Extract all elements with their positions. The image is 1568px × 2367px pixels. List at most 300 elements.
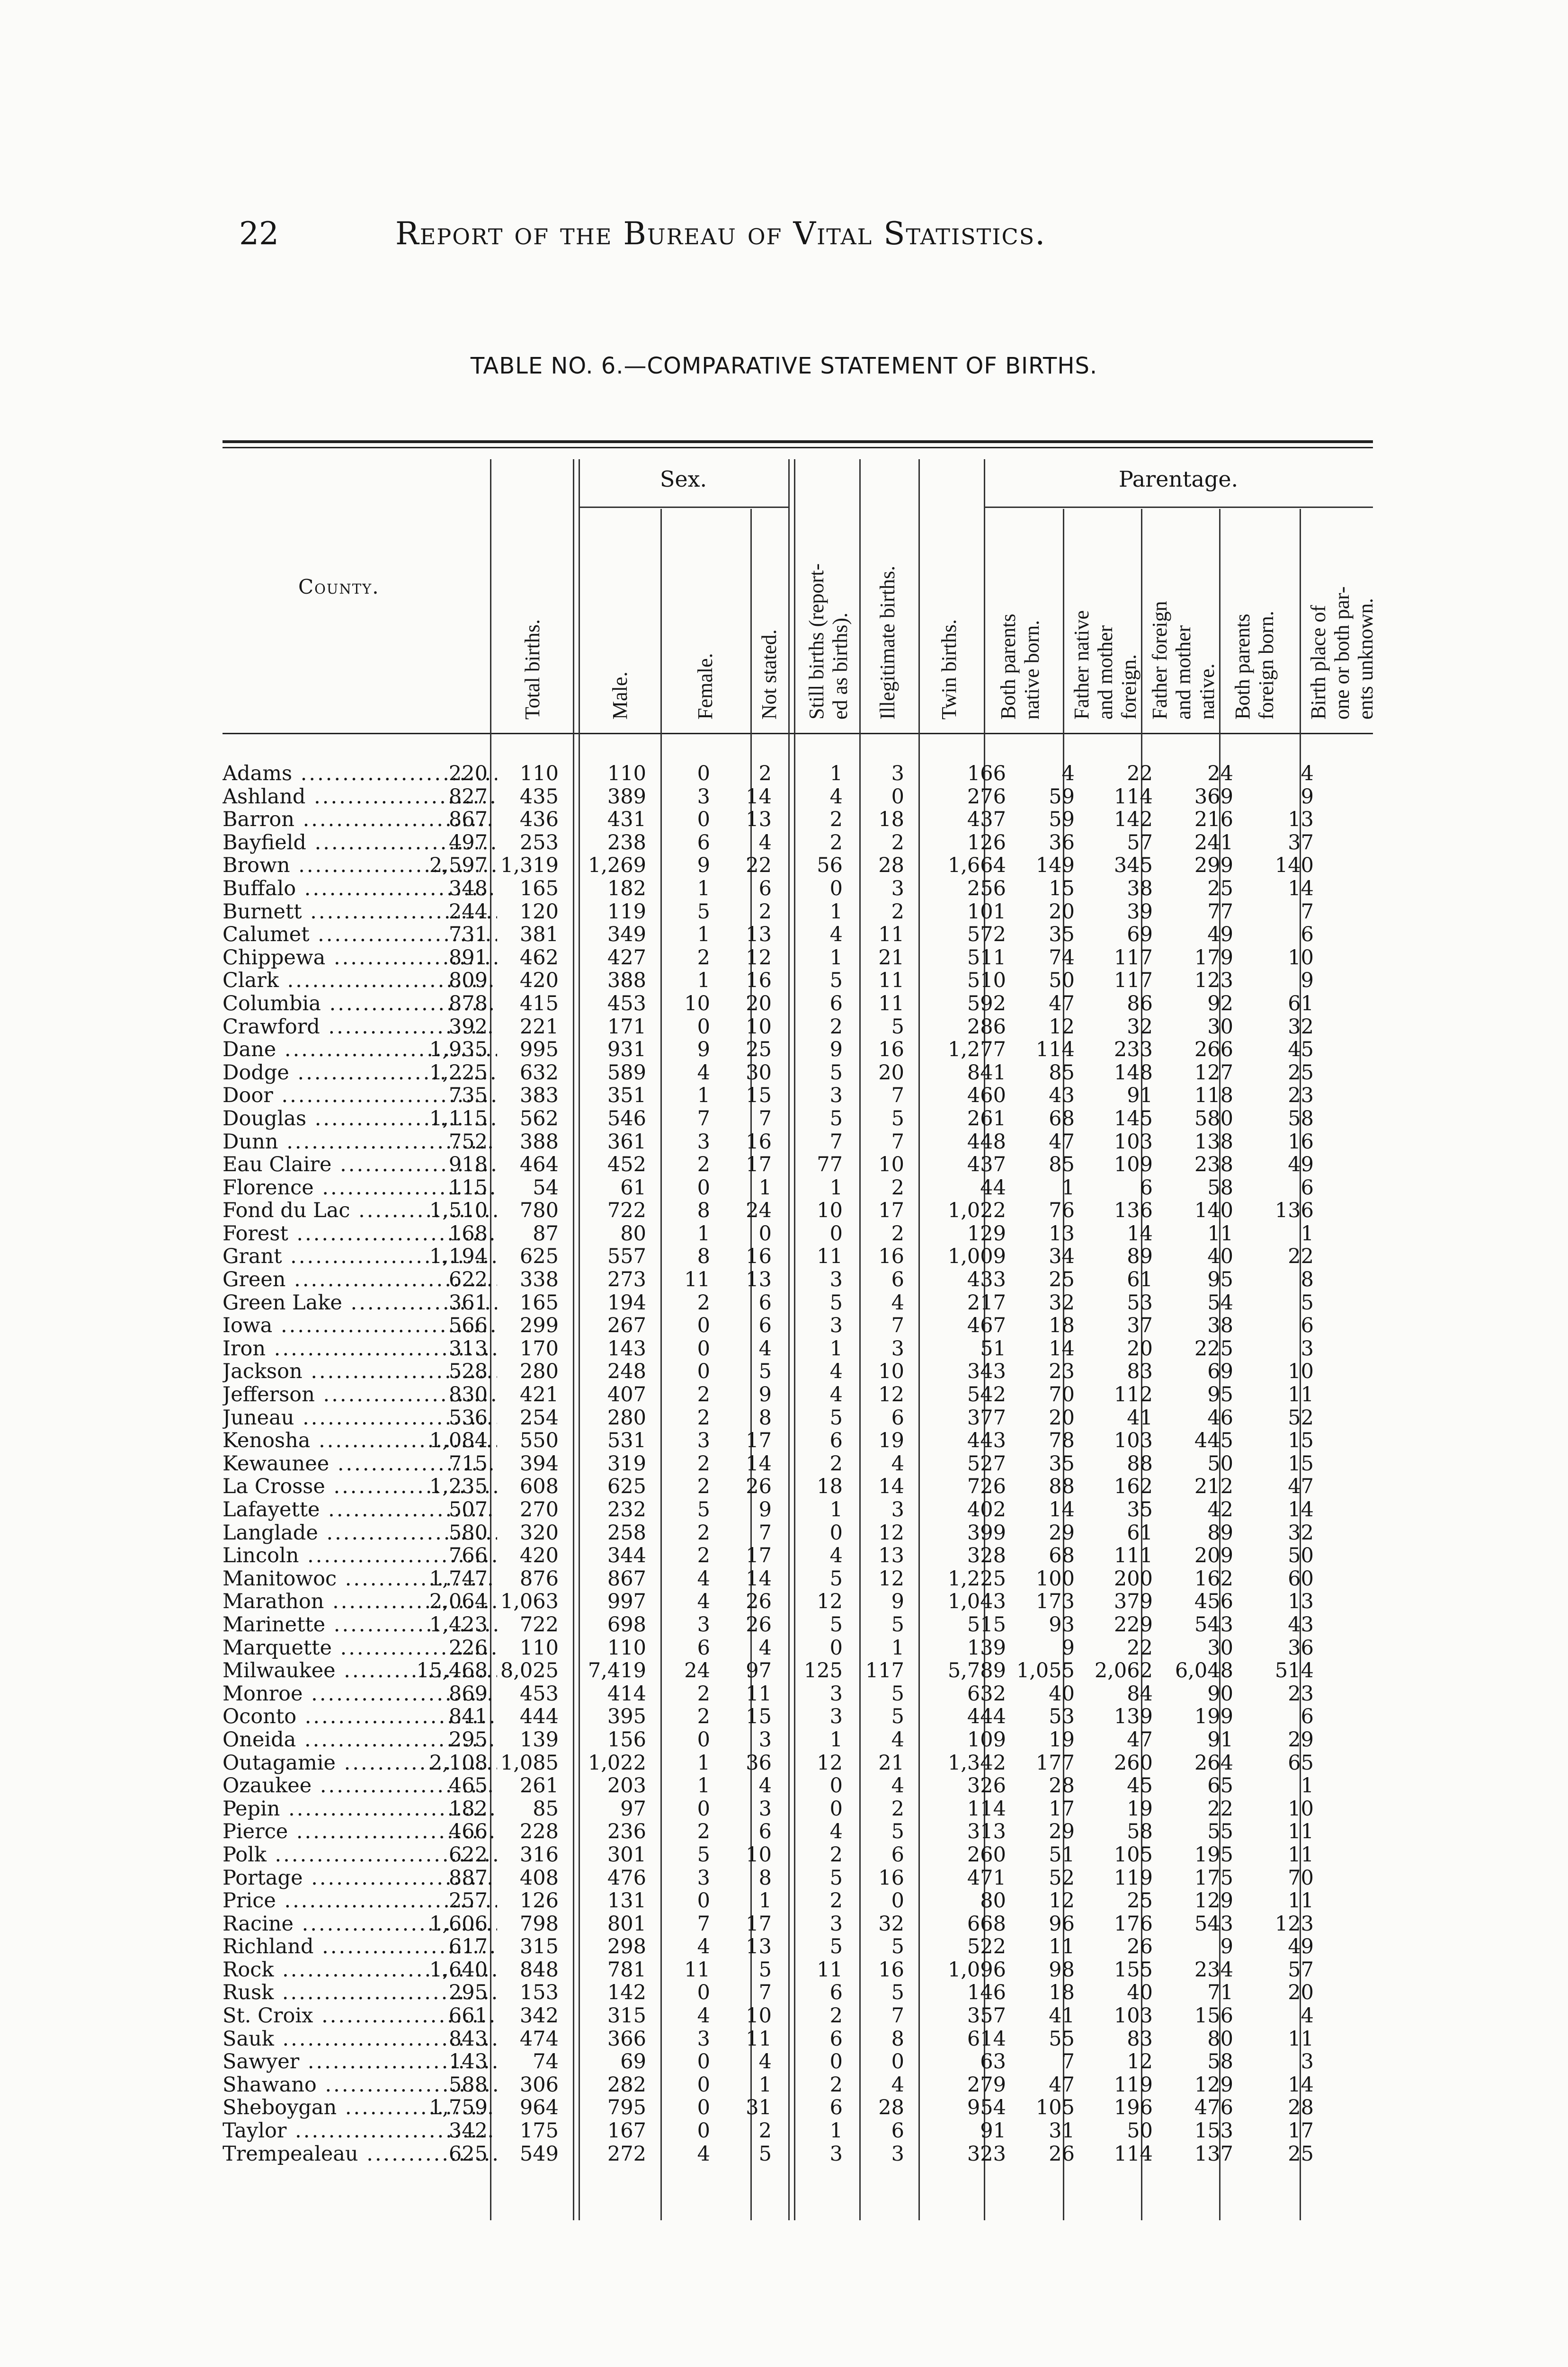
cell-father-native: 1 [1061,1175,1075,1200]
cell-male: 8,025 [500,1659,559,1683]
cell-twin: 3 [891,2142,904,2166]
county-name: Outagamie ..... [223,1752,497,1775]
cell-both-native: 542 [967,1383,1006,1407]
cell-illegitimate: 1 [829,1727,843,1752]
cell-total: 392 [448,1014,488,1039]
cell-total: 867 [448,808,488,832]
cell-illegitimate: 5 [829,969,843,993]
cell-both-foreign: 65 [1207,1774,1233,1798]
cell-twin: 16 [878,1958,904,1982]
cell-twin: 3 [891,876,904,900]
cell-both-native: 1,277 [947,1038,1006,1062]
cell-twin: 5 [891,1612,904,1637]
cell-total: 715 [448,1451,488,1476]
cell-unknown: 49 [1288,1935,1314,1959]
cell-father-foreign: 57 [1127,830,1153,854]
cell-unknown: 29 [1288,1727,1314,1752]
cell-female: 1,022 [588,1751,646,1775]
column-header-twin-births: Twin births. [937,619,961,720]
cell-father-foreign: 37 [1127,1314,1153,1338]
cell-still: 17 [746,1153,772,1177]
county-name: St. Croix ..... [223,2004,497,2028]
cell-both-native: 448 [967,1130,1006,1154]
county-name: Richland ..... [223,1935,497,1958]
cell-female: 795 [607,2096,646,2120]
table-row [223,1797,1373,1821]
table-title: TABLE NO. 6.—COMPARATIVE STATEMENT OF BIRTHS. [470,353,1098,379]
cell-still: 30 [746,1060,772,1085]
cell-illegitimate: 11 [817,1958,843,1982]
cell-total: 465 [448,1774,488,1798]
cell-not-stated: 3 [697,784,710,809]
table-row [223,1935,1373,1958]
column-header-total-births: Total births. [521,619,544,720]
cell-both-foreign: 80 [1207,2027,1233,2051]
cell-total: 182 [448,1797,488,1821]
cell-not-stated: 9 [697,854,710,878]
cell-twin: 12 [878,1566,904,1591]
table-row [223,969,1373,992]
cell-male: 315 [519,1935,559,1959]
cell-both-foreign: 58 [1207,1175,1233,1200]
cell-male: 436 [519,808,559,832]
table-row [223,808,1373,831]
cell-father-foreign: 103 [1114,1130,1153,1154]
cell-still: 2 [758,899,772,924]
cell-total: 735 [448,1084,488,1108]
cell-father-foreign: 47 [1127,1727,1153,1752]
cell-unknown: 4 [1301,2004,1314,2028]
cell-father-foreign: 105 [1114,1842,1153,1867]
cell-father-native: 29 [1049,1521,1075,1545]
cell-not-stated: 0 [697,2119,710,2143]
cell-not-stated: 3 [697,1612,710,1637]
cell-father-foreign: 69 [1127,923,1153,947]
county-name: Iron ..... [223,1337,497,1361]
cell-father-native: 149 [1035,854,1075,878]
county-name: Taylor ..... [223,2119,497,2143]
cell-both-native: 313 [967,1820,1006,1844]
cell-total: 528 [448,1360,488,1384]
cell-both-native: 954 [967,2096,1006,2120]
cell-father-foreign: 32 [1127,1014,1153,1039]
cell-both-native: 444 [967,1705,1006,1729]
cell-unknown: 3 [1301,2050,1314,2074]
county-name: Lafayette ..... [223,1498,497,1522]
cell-not-stated: 2 [697,1521,710,1545]
cell-father-native: 41 [1049,2004,1075,2028]
cell-both-native: 443 [967,1429,1006,1453]
cell-both-foreign: 162 [1194,1566,1233,1591]
cell-still: 26 [746,1590,772,1614]
cell-still: 26 [746,1475,772,1499]
cell-father-native: 15 [1049,876,1075,900]
cell-male: 306 [519,2073,559,2097]
cell-twin: 13 [878,1544,904,1568]
county-name: Shawano ..... [223,2073,497,2097]
cell-twin: 5 [891,1014,904,1039]
cell-illegitimate: 6 [829,2096,843,2120]
cell-illegitimate: 0 [829,1797,843,1821]
cell-female: 131 [607,1889,646,1913]
cell-both-foreign: 40 [1207,1245,1233,1269]
cell-father-foreign: 2,062 [1094,1659,1153,1683]
cell-twin: 2 [891,1175,904,1200]
cell-twin: 6 [891,1842,904,1867]
cell-unknown: 14 [1288,1498,1314,1522]
cell-illegitimate: 3 [829,1314,843,1338]
cell-female: 453 [607,991,646,1015]
cell-both-native: 343 [967,1360,1006,1384]
cell-male: 54 [533,1175,559,1200]
cell-father-foreign: 86 [1127,991,1153,1015]
county-name: Chippewa ..... [223,946,497,970]
cell-illegitimate: 0 [829,876,843,900]
cell-illegitimate: 5 [829,1406,843,1430]
cell-unknown: 11 [1288,1889,1314,1913]
cell-female: 476 [607,1866,646,1890]
cell-not-stated: 2 [697,1290,710,1315]
cell-female: 119 [607,899,646,924]
cell-illegitimate: 6 [829,991,843,1015]
cell-unknown: 36 [1288,1636,1314,1660]
cell-both-foreign: 24 [1207,762,1233,785]
cell-still: 6 [758,1290,772,1315]
cell-both-native: 1,022 [947,1199,1006,1223]
county-name: Juneau ..... [223,1406,497,1430]
cell-total: 1,759 [429,2096,488,2120]
cell-both-foreign: 127 [1194,1060,1233,1085]
cell-twin: 21 [878,1751,904,1775]
cell-unknown: 10 [1288,1797,1314,1821]
table-row [223,1130,1373,1154]
cell-still: 6 [758,876,772,900]
cell-female: 531 [607,1429,646,1453]
cell-not-stated: 11 [684,1268,710,1292]
cell-still: 5 [758,1360,772,1384]
cell-total: 869 [448,1682,488,1706]
cell-illegitimate: 4 [829,1383,843,1407]
cell-total: 1,510 [429,1199,488,1223]
county-name: Price ..... [223,1889,497,1913]
column-header-male: Male. [608,671,632,720]
cell-twin: 18 [878,808,904,832]
cell-not-stated: 0 [697,1014,710,1039]
cell-both-foreign: 238 [1194,1153,1233,1177]
cell-male: 85 [533,1797,559,1821]
cell-female: 546 [607,1106,646,1130]
county-name: Portage ..... [223,1867,497,1890]
cell-illegitimate: 1 [829,1175,843,1200]
cell-not-stated: 2 [697,1544,710,1568]
cell-still: 10 [746,1842,772,1867]
cell-unknown: 3 [1301,1336,1314,1361]
table-row [223,1913,1373,1936]
cell-male: 394 [519,1451,559,1476]
cell-twin: 2 [891,1797,904,1821]
cell-both-foreign: 140 [1194,1199,1233,1223]
table-row [223,2073,1373,2097]
group-header-sex: Sex. [659,466,707,492]
cell-twin: 5 [891,1705,904,1729]
cell-both-native: 1,342 [947,1751,1006,1775]
cell-male: 110 [519,762,559,785]
cell-illegitimate: 77 [817,1153,843,1177]
cell-both-native: 109 [967,1727,1006,1752]
cell-female: 80 [620,1221,646,1246]
cell-not-stated: 0 [697,2050,710,2074]
cell-twin: 0 [891,784,904,809]
cell-father-foreign: 119 [1114,2073,1153,2097]
cell-both-foreign: 241 [1194,830,1233,854]
cell-illegitimate: 5 [829,1106,843,1130]
cell-female: 142 [607,1981,646,2005]
cell-female: 238 [607,830,646,854]
cell-male: 342 [519,2004,559,2028]
cell-still: 4 [758,1774,772,1798]
cell-twin: 20 [878,1060,904,1085]
cell-both-foreign: 49 [1207,923,1233,947]
cell-father-foreign: 196 [1114,2096,1153,2120]
table-row [223,1498,1373,1522]
cell-illegitimate: 3 [829,1705,843,1729]
cell-male: 175 [519,2119,559,2143]
cell-unknown: 43 [1288,1612,1314,1637]
cell-illegitimate: 0 [829,1774,843,1798]
cell-not-stated: 0 [697,1336,710,1361]
cell-illegitimate: 5 [829,1935,843,1959]
cell-both-foreign: 58 [1207,2050,1233,2074]
cell-still: 3 [758,1727,772,1752]
cell-total: 15,468 [416,1659,488,1683]
cell-not-stated: 0 [697,1889,710,1913]
cell-twin: 11 [878,969,904,993]
county-name: Clark ..... [223,969,497,992]
county-name: La Crosse ..... [223,1475,497,1498]
table-row [223,785,1373,809]
cell-father-foreign: 38 [1127,876,1153,900]
cell-both-native: 522 [967,1935,1006,1959]
cell-father-native: 53 [1049,1705,1075,1729]
cell-still: 15 [746,1084,772,1108]
cell-father-native: 88 [1049,1475,1075,1499]
cell-total: 809 [448,969,488,993]
cell-male: 415 [519,991,559,1015]
county-name: Langlade ..... [223,1522,497,1545]
cell-father-native: 68 [1049,1544,1075,1568]
cell-illegitimate: 4 [829,784,843,809]
page-number: 22 [239,215,279,252]
cell-not-stated: 8 [697,1245,710,1269]
cell-father-foreign: 117 [1114,945,1153,970]
cell-unknown: 20 [1288,1981,1314,2005]
cell-twin: 4 [891,2073,904,2097]
cell-father-foreign: 114 [1114,784,1153,809]
cell-still: 16 [746,969,772,993]
table-row [223,1820,1373,1843]
cell-both-foreign: 138 [1194,1130,1233,1154]
cell-total: 348 [448,876,488,900]
county-name: Douglas ..... [223,1107,497,1130]
cell-still: 7 [758,1981,772,2005]
cell-female: 315 [607,2004,646,2028]
cell-father-native: 76 [1049,1199,1075,1223]
cell-father-native: 70 [1049,1383,1075,1407]
cell-twin: 5 [891,1682,904,1706]
cell-total: 891 [448,945,488,970]
table-row [223,2143,1373,2166]
cell-father-foreign: 229 [1114,1612,1153,1637]
cell-illegitimate: 1 [829,899,843,924]
cell-total: 2,064 [429,1590,488,1614]
cell-twin: 3 [891,762,904,785]
county-name: Marquette ..... [223,1637,497,1660]
cell-male: 139 [519,1727,559,1752]
county-name: Sheboygan ..... [223,2096,497,2119]
cell-still: 12 [746,945,772,970]
cell-female: 351 [607,1084,646,1108]
cell-not-stated: 4 [697,1566,710,1591]
cell-father-foreign: 103 [1114,2004,1153,2028]
cell-female: 110 [607,762,646,785]
table-row [223,2119,1373,2143]
cell-male: 316 [519,1842,559,1867]
table-row [223,1843,1373,1867]
cell-male: 110 [519,1636,559,1660]
county-name: Grant ..... [223,1245,497,1268]
cell-not-stated: 0 [697,2096,710,2120]
table-row [223,1705,1373,1728]
cell-unknown: 514 [1274,1659,1314,1683]
cell-father-foreign: 20 [1127,1336,1153,1361]
cell-both-foreign: 46 [1207,1406,1233,1430]
column-header-female: Female. [694,653,717,720]
cell-female: 389 [607,784,646,809]
cell-twin: 28 [878,854,904,878]
cell-male: 228 [519,1820,559,1844]
cell-not-stated: 7 [697,1912,710,1936]
cell-not-stated: 0 [697,1981,710,2005]
cell-not-stated: 0 [697,1360,710,1384]
cell-father-native: 59 [1049,808,1075,832]
cell-unknown: 65 [1288,1751,1314,1775]
cell-unknown: 61 [1288,991,1314,1015]
cell-illegitimate: 4 [829,923,843,947]
table-row [223,1867,1373,1890]
cell-father-native: 43 [1049,1084,1075,1108]
cell-both-foreign: 179 [1194,945,1233,970]
cell-not-stated: 1 [697,923,710,947]
table-row [223,1107,1373,1130]
cell-father-foreign: 155 [1114,1958,1153,1982]
cell-unknown: 50 [1288,1544,1314,1568]
cell-both-foreign: 137 [1194,2142,1233,2166]
cell-total: 878 [448,991,488,1015]
cell-both-native: 510 [967,969,1006,993]
cell-total: 843 [448,2027,488,2051]
cell-not-stated: 24 [684,1659,710,1683]
cell-unknown: 32 [1288,1014,1314,1039]
cell-still: 11 [746,2027,772,2051]
cell-twin: 16 [878,1866,904,1890]
cell-father-foreign: 19 [1127,1797,1153,1821]
cell-both-foreign: 55 [1207,1820,1233,1844]
cell-unknown: 7 [1301,899,1314,924]
cell-both-foreign: 50 [1207,1451,1233,1476]
county-name: Iowa ..... [223,1314,497,1337]
cell-twin: 2 [891,1221,904,1246]
county-name: Jefferson ..... [223,1383,497,1406]
cell-total: 1,084 [429,1429,488,1453]
cell-unknown: 37 [1288,830,1314,854]
cell-both-foreign: 54 [1207,1290,1233,1315]
cell-female: 232 [607,1498,646,1522]
cell-father-foreign: 83 [1127,2027,1153,2051]
cell-total: 731 [448,923,488,947]
cell-not-stated: 1 [697,1221,710,1246]
cell-not-stated: 9 [697,1038,710,1062]
cell-father-foreign: 89 [1127,1245,1153,1269]
cell-male: 420 [519,1544,559,1568]
cell-father-native: 52 [1049,1866,1075,1890]
county-name: Green ..... [223,1268,497,1291]
cell-illegitimate: 6 [829,1429,843,1453]
county-name: Polk ..... [223,1843,497,1867]
cell-male: 876 [519,1566,559,1591]
cell-female: 407 [607,1383,646,1407]
cell-father-foreign: 136 [1114,1199,1153,1223]
cell-total: 115 [448,1175,488,1200]
cell-unknown: 9 [1301,784,1314,809]
cell-unknown: 10 [1288,1360,1314,1384]
county-name: Barron ..... [223,808,497,831]
page-header [0,215,1568,253]
cell-father-foreign: 111 [1114,1544,1153,1568]
cell-illegitimate: 0 [829,1636,843,1660]
cell-female: 319 [607,1451,646,1476]
cell-male: 848 [519,1958,559,1982]
table-row [223,877,1373,900]
cell-illegitimate: 0 [829,1221,843,1246]
cell-father-native: 13 [1049,1221,1075,1246]
cell-both-native: 1,096 [947,1958,1006,1982]
cell-father-native: 11 [1049,1935,1075,1959]
cell-male: 435 [519,784,559,809]
cell-both-foreign: 212 [1194,1475,1233,1499]
cell-total: 1,747 [429,1566,488,1591]
cell-both-foreign: 77 [1207,899,1233,924]
county-name: Lincoln ..... [223,1544,497,1567]
column-header-still-births: Still births (report- ed as births). [805,563,852,720]
cell-both-foreign: 95 [1207,1383,1233,1407]
cell-male: 153 [519,1981,559,2005]
cell-total: 143 [448,2050,488,2074]
cell-father-foreign: 14 [1127,1221,1153,1246]
cell-female: 143 [607,1336,646,1361]
cell-father-native: 36 [1049,830,1075,854]
cell-not-stated: 3 [697,1429,710,1453]
cell-total: 244 [448,899,488,924]
cell-illegitimate: 3 [829,1084,843,1108]
cell-total: 1,423 [429,1612,488,1637]
cell-total: 566 [448,1314,488,1338]
county-name: Marinette ..... [223,1613,497,1637]
cell-both-native: 276 [967,784,1006,809]
column-header-county: County. [298,575,380,598]
cell-male: 1,319 [500,854,559,878]
cell-unknown: 23 [1288,1084,1314,1108]
cell-total: 2,597 [429,854,488,878]
